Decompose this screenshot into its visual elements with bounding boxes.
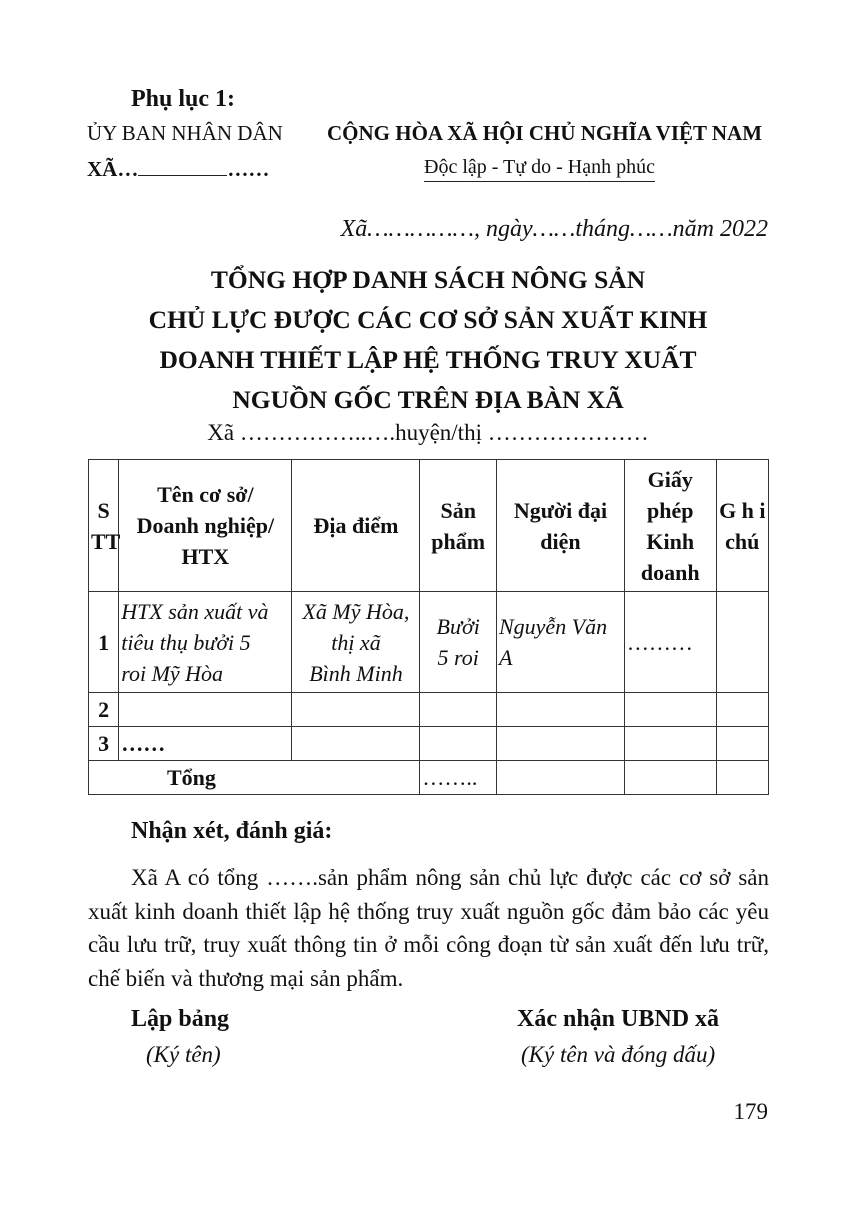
prepared-by-label: Lập bảng: [131, 1006, 230, 1032]
header-location: Địa điểm: [292, 460, 420, 592]
cell-stt: 2: [89, 693, 119, 727]
cell-location: Xã Mỹ Hòa, thị xã Bình Minh: [292, 592, 420, 693]
appendix-label: Phụ lục 1:: [131, 86, 236, 112]
cell-total-product: ……..: [420, 761, 497, 795]
location-line: Xã ……………..….huyện/thị …………………: [207, 420, 649, 445]
cell-product: Bưởi 5 roi: [420, 592, 497, 693]
title-line: DOANH THIẾT LẬP HỆ THỐNG TRUY XUẤT: [159, 345, 697, 374]
table-row: [89, 693, 769, 727]
table-header-row: [89, 460, 769, 592]
header-product: Sản phẩm: [420, 460, 497, 592]
republic-heading: CỘNG HÒA XÃ HỘI CHỦ NGHĨA VIỆT NAM: [327, 121, 763, 145]
date-line: Xã……………, ngày……tháng……năm 2022: [340, 216, 768, 242]
commune-suffix: ……: [227, 157, 270, 181]
product-table: [88, 459, 769, 795]
document-title: [80, 260, 776, 420]
page-number: 179: [733, 1099, 768, 1124]
header-representative: Người đại diện: [496, 460, 624, 592]
committee-label: ỦY BAN NHÂN DÂN: [87, 121, 283, 145]
header-stt: S TT: [89, 460, 119, 592]
national-motto: Độc lập - Tự do - Hạnh phúc: [424, 156, 655, 182]
review-heading: Nhận xét, đánh giá:: [131, 818, 333, 844]
header-license: Giấy phép Kinh doanh: [624, 460, 716, 592]
cell-name: HTX sản xuất và tiêu thụ bưởi 5 roi Mỹ Hòa: [119, 592, 292, 693]
confirmation-label: Xác nhận UBND xã: [517, 1006, 720, 1032]
title-line: NGUỒN GỐC TRÊN ĐỊA BÀN XÃ: [232, 385, 624, 414]
cell-stt: 3: [89, 727, 119, 761]
review-body: Xã A có tổng …….sản phẩm nông sản chủ lực được các cơ sở sản xuất kinh doanh thiết lập hệ thống truy xuất nguồn gốc đảm bảo các yêu cầu lưu trữ, truy xuất thông tin ở mỗi công đoạn từ sản xuất đến lưu trữ, chế biến và thương mại sản phẩm.: [88, 865, 769, 991]
cell-note: [716, 592, 768, 693]
table-total-row: [89, 761, 769, 795]
commune-underline: [138, 161, 227, 176]
title-line: TỔNG HỢP DANH SÁCH NÔNG SẢN: [210, 265, 646, 294]
cell-license: ………: [624, 592, 716, 693]
header-note: G h i chú: [716, 460, 768, 592]
commune-prefix: XÃ…: [87, 157, 139, 181]
table-row: [89, 727, 769, 761]
cell-stt: 1: [89, 592, 119, 693]
cell-total-label: Tổng: [89, 761, 420, 795]
table-row: [89, 592, 769, 693]
prepared-signature-note: (Ký tên): [146, 1042, 221, 1067]
confirmation-signature-note: (Ký tên và đóng dấu): [521, 1042, 716, 1067]
commune-blank-line: [87, 157, 269, 182]
title-line: CHỦ LỰC ĐƯỢC CÁC CƠ SỞ SẢN XUẤT KINH: [148, 305, 708, 334]
header-name: Tên cơ sở/ Doanh nghiệp/ HTX: [119, 460, 292, 592]
cell-name: ……: [119, 727, 292, 761]
cell-representative: Nguyễn Văn A: [496, 592, 624, 693]
